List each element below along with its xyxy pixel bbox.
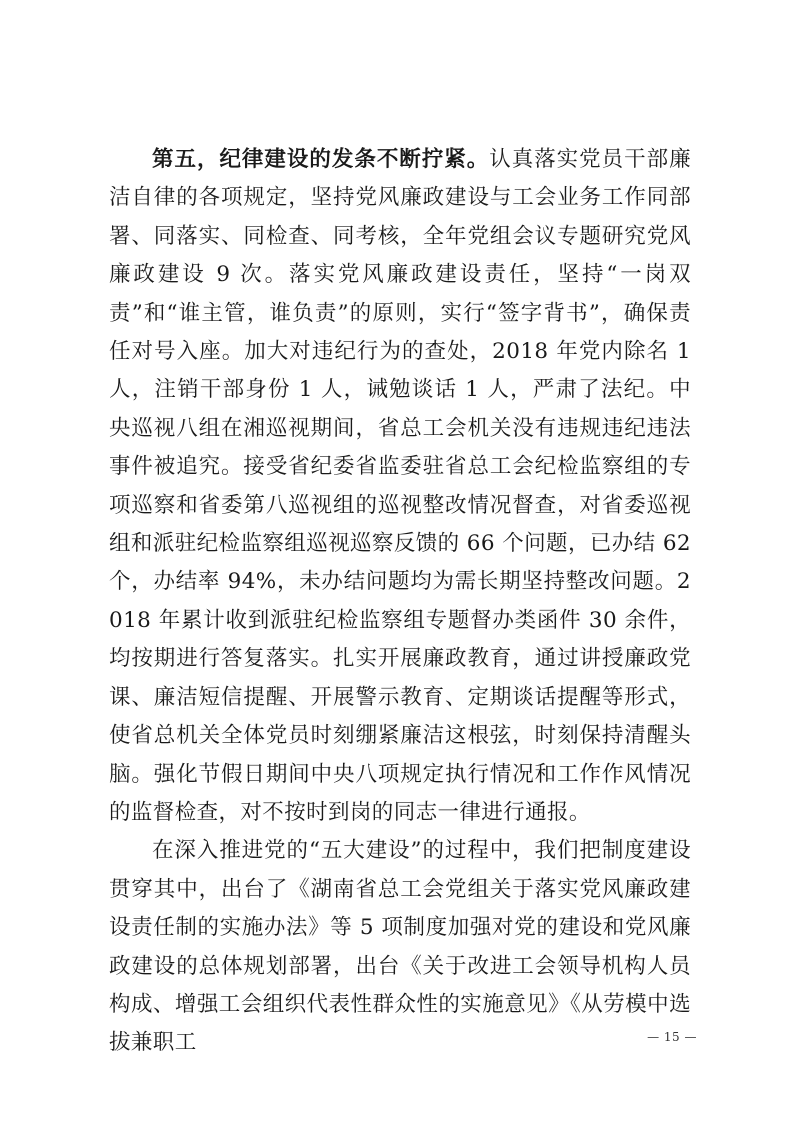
paragraph-heading: 第五，纪律建设的发条不断拧紧。 xyxy=(152,147,490,172)
paragraph-body: 在深入推进党的“五大建设”的过程中，我们把制度建设贯穿其中，出台了《湖南省总工会党组关于落实党风廉政建设责任制的实施办法》等 5 项制度加强对党的建设和党风廉政建设的总体规划部署，出台《关于改进工会领导机构人员构成、增强工会组织代表性群众性的实施意见》《从劳模中选拔兼职工 xyxy=(109,838,691,1056)
paragraph-system-building xyxy=(109,832,691,1062)
paragraph-discipline xyxy=(109,141,691,832)
document-page xyxy=(109,141,691,1063)
paragraph-body: 认真落实党员干部廉洁自律的各项规定，坚持党风廉政建设与工会业务工作同部署、同落实、同检查、同考核，全年党组会议专题研究党风廉政建设 9 次。落实党风廉政建设责任，坚持“一岗双责”和“谁主管，谁负责”的原则，实行“签字背书”，确保责任对号入座。加大对违纪行为的查处，2018 年党内除名 1 人，注销干部身份 1 人，诫勉谈话 1 人，严肃了法纪。中央巡视八组在湘巡视期间，省总工会机关没有违规违纪违法事件被追究。接受省纪委省监委驻省总工会纪检监察组的专项巡察和省委第八巡视组的巡视整改情况督查，对省委巡视组和派驻纪检监察组巡视巡察反馈的 66 个问题，已办结 62 个，办结率 94%，未办结问题均为需长期坚持整改问题。2018 年累计收到派驻纪检监察组专题督办类函件 30 余件，均按期进行答复落实。扎实开展廉政教育，通过讲授廉政党课、廉洁短信提醒、开展警示教育、定期谈话提醒等形式，使省总机关全体党员时刻绷紧廉洁这根弦，时刻保持清醒头脑。强化节假日期间中央八项规定执行情况和工作作风情况的监督检查，对不按时到岗的同志一律进行通报。 xyxy=(109,147,691,825)
page-number: — 15 — xyxy=(647,1030,697,1044)
